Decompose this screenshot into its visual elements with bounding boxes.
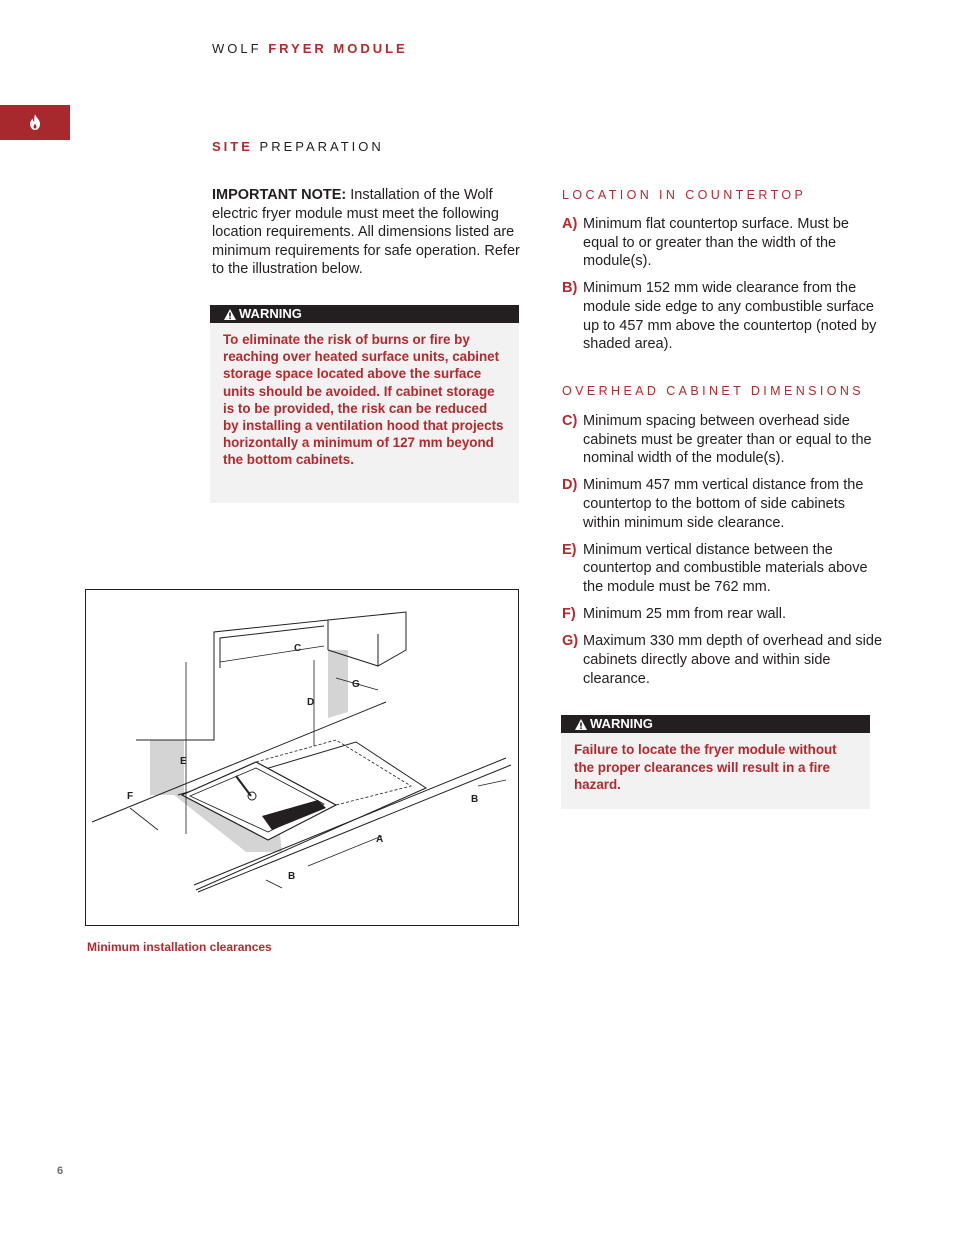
label-e: E: [180, 756, 187, 767]
installation-illustration: [85, 589, 519, 926]
list-item: [562, 632, 884, 688]
list-item: [562, 541, 884, 597]
section-title-rest: PREPARATION: [259, 139, 384, 154]
label-d: D: [307, 697, 315, 708]
dimension-line-a: [308, 836, 382, 866]
flame-icon: [29, 114, 41, 130]
left-cabinet: [136, 620, 328, 740]
important-note-label: IMPORTANT NOTE:: [212, 187, 347, 203]
item-key: B): [562, 280, 578, 297]
shaded-clearance-right: [328, 650, 348, 718]
fryer-module: [182, 762, 336, 840]
label-f: F: [127, 791, 134, 802]
list-item: [562, 279, 884, 353]
warning-bar: [210, 305, 519, 323]
warning-box-1: [210, 305, 519, 503]
cabinet-bottom: [220, 626, 324, 668]
page-number: 6: [57, 1165, 64, 1177]
dimension-line-b-right: [478, 780, 506, 786]
warning-triangle-icon: [224, 309, 236, 320]
section-tab: [0, 105, 70, 140]
item-text: Minimum 25 mm from rear wall.: [583, 606, 787, 623]
dimension-line-c: [220, 646, 324, 662]
item-text: Minimum vertical distance between the countertop and combustible materials above the module must be 762 mm.: [583, 541, 868, 595]
figure-caption: Minimum installation clearances: [87, 940, 272, 954]
overhead-heading: OVERHEAD CABINET DIMENSIONS: [562, 384, 865, 398]
list-item: [562, 215, 884, 271]
warning-triangle-icon: [575, 719, 587, 730]
item-text: Minimum flat countertop surface. Must be equal to or greater than the width of the module(s).: [583, 216, 849, 270]
item-text: Maximum 330 mm depth of overhead and side cabinets directly above and within side clearance.: [583, 633, 883, 687]
item-key: A): [562, 216, 578, 232]
dimension-line-f: [130, 808, 158, 830]
label-b: B: [288, 871, 296, 882]
warning-label: WARNING: [590, 716, 653, 731]
important-note-text: Installation of the Wolf electric fryer module must meet the following location requirements. All dimensions listed are minimum requirements for safe operation. Refer to the illustration below.: [212, 187, 520, 278]
warning-text: Failure to locate the fryer module without the proper clearances will result in a fire hazard.: [574, 742, 837, 793]
label-g: G: [352, 679, 360, 690]
label-b: B: [471, 794, 479, 805]
list-item: [562, 605, 884, 624]
header-brand: WOLF: [212, 41, 262, 56]
dimension-line-b-bottom: [266, 880, 282, 888]
item-key: C): [562, 413, 578, 429]
item-text: Minimum 457 mm vertical distance from the countertop to the bottom of side cabinets within minimum side clearance.: [583, 477, 864, 531]
section-title: [212, 139, 384, 154]
list-item: [562, 476, 884, 532]
item-key: G): [562, 633, 579, 650]
location-list: [562, 215, 884, 362]
running-header: [212, 41, 408, 56]
item-key: D): [562, 477, 578, 494]
list-item: [562, 412, 884, 468]
item-text: Minimum spacing between overhead side cabinets must be greater than or equal to the nominal width of the module(s).: [583, 413, 872, 467]
warning-bar: [561, 715, 870, 733]
label-a: A: [376, 834, 384, 845]
warning-box-2: [561, 715, 870, 809]
important-note: [212, 186, 530, 279]
item-key: F): [562, 606, 576, 623]
header-product: FRYER MODULE: [268, 41, 408, 56]
clearance-diagram: [86, 590, 518, 925]
warning-text: To eliminate the risk of burns or fire by reaching over heated surface units, cabinet storage space located above the surface units should be avoided. If cabinet storage is to be provided, the risk can be reduced by installing a ventilation hood that projects horizontally a minimum of 127 mm beyond the bottom cabinets.: [223, 332, 504, 468]
warning-label: WARNING: [239, 306, 302, 321]
overhead-list: [562, 412, 884, 697]
location-heading: LOCATION IN COUNTERTOP: [562, 188, 807, 202]
item-key: E): [562, 541, 577, 558]
item-text: Minimum 152 mm wide clearance from the module side edge to any combustible surface up to 457 mm above the countertop (noted by shaded area).: [583, 280, 877, 353]
label-c: C: [294, 643, 302, 654]
section-title-bold: SITE: [212, 139, 253, 154]
